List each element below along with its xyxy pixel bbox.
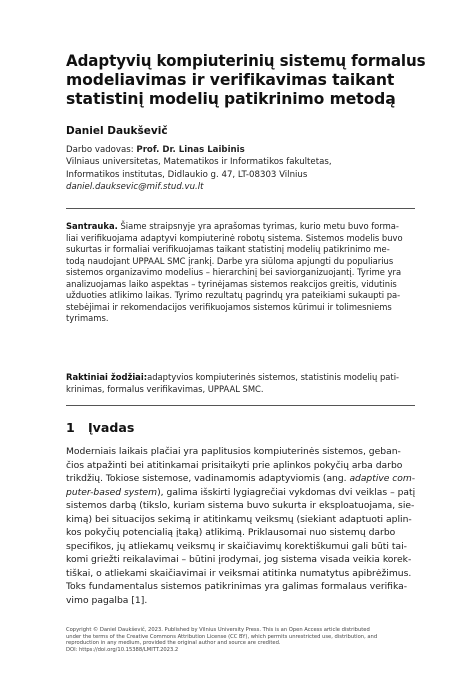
section-heading <box>66 420 134 435</box>
section-title: Įvadas <box>88 420 135 435</box>
keywords-line: krinimas, formalus verifikavimas, UPPAAL SMC. <box>66 383 264 394</box>
author-email: daniel.dauksevic@mif.stud.vu.lt <box>66 182 204 193</box>
abstract-line: liai verifikuojama adaptyvi kompiuterinė robotų sistema. Sistemos modelis buvo <box>66 232 403 243</box>
footer-line: reproduction in any medium, provided the original author and source are credited. <box>66 640 281 647</box>
abstract-bottom-rule <box>66 405 415 406</box>
abstract-line: Santrauka. Šiame straipsnyje yra aprašomas tyrimas, kurio metu buvo forma- <box>66 221 399 231</box>
body-line: komi griežti reikalavimai – būtini įrodymai, jog sistema visada veikia korek- <box>66 554 412 566</box>
title-line: statistinį modelių patikrinimo metodą <box>66 90 396 108</box>
abstract-line: stebėjimai ir rekomendacijos verifikuojamos sistemos kūrimui ir tolimesniems <box>66 301 392 312</box>
author-name: Daniel Daukševič <box>66 125 168 137</box>
abstract-line: analizuojamas laiko aspektas – tyrinėjamas sistemos reakcijos greitis, vidutinis <box>66 278 397 289</box>
abstract-line: todą naudojant UPPAAL SMC įrankį. Darbe yra siūloma apjungti du populiarius <box>66 255 394 266</box>
keywords-label: Raktiniai žodžiai: <box>66 372 148 382</box>
abstract-line: tyrimams. <box>66 313 109 324</box>
affiliation-line: Informatikos institutas, Didlaukio g. 47, LT-08303 Vilnius <box>66 169 308 180</box>
body-line: čios atpažinti bei atitinkamai prisitaikyti prie aplinkos pokyčių arba darbo <box>66 459 403 471</box>
abstract-line: sukurtas ir formaliai verifikuojamas taikant statistinį modelių patikrinimo me- <box>66 244 390 255</box>
abstract-line: užduoties atlikimo laikas. Tyrimo rezultatų pagrindų yra pateikiami sukaupti pa- <box>66 290 401 301</box>
supervisor-name: Prof. Dr. Linas Laibinis <box>136 145 245 155</box>
keywords <box>66 372 415 395</box>
abstract-line: sistemos organizavimo modelius – hierarchinį bei saviorganizuojantį. Tyrime yra <box>66 267 402 278</box>
affiliation-line: Vilniaus universitetas, Matematikos ir Informatikos fakultetas, <box>66 157 332 168</box>
body-line: puter-based system), galima išskirti lygiagrečiai vykdomas dvi veiklas – patį <box>66 486 416 498</box>
body-line: kimą) bei situacijos sekimą ir atitinkamų veiksmų (siekiant adaptuoti aplin- <box>66 513 412 525</box>
abstract-label: Santrauka. <box>66 221 118 231</box>
footer-doi: DOI: https://doi.org/10.15388/LMITT.2023.2 <box>66 646 179 653</box>
author-affiliation-block <box>66 144 332 194</box>
paper-title <box>66 52 426 109</box>
body-line: tiškai, o atliekami skaičiavimai ir veiksmai atitinka numatytus apibrėžimus. <box>66 567 412 579</box>
title-line: modeliavimas ir verifikavimas taikant <box>66 71 395 89</box>
body-text <box>66 445 415 608</box>
body-line: sistemos darbą (tikslo, kuriam sistema buvo sukurta ir eksploatuojama, sie- <box>66 500 415 512</box>
title-line: Adaptyvių kompiuterinių sistemų formalus <box>66 52 426 70</box>
body-line: kos pokyčių potencialią įtaką) atlikimą. Priklausomai nuo sistemų darbo <box>66 527 396 539</box>
body-line: Moderniais laikais plačiai yra paplitusios kompiuterinės sistemos, geban- <box>66 446 401 457</box>
section-number: 1 <box>66 420 75 435</box>
abstract-top-rule <box>66 208 415 209</box>
keywords-line: Raktiniai žodžiai: adaptyvios kompiuterinės sistemos, statistinis modelių pati- <box>66 372 400 382</box>
supervisor-line <box>66 144 332 156</box>
body-line: specifikos, jų atliekamų veiksmų ir skaičiavimų korektiškumui gali būti tai- <box>66 540 407 552</box>
abstract <box>66 221 415 325</box>
body-line: vimo pagalba [1]. <box>66 595 148 607</box>
body-line: Toks fundamentalus sistemos patikrinimas yra galimas formalaus verifika- <box>66 581 408 593</box>
footer-line: Copyright © Daniel Daukševič, 2023. Published by Vilnius University Press. This is an Open Access article distributed <box>66 627 370 633</box>
footer-line: under the terms of the Creative Commons Attribution License (CC BY), which permits unrestricted use, distribution, and <box>66 633 378 640</box>
supervisor-label: Darbo vadovas: <box>66 145 137 155</box>
copyright-footer <box>66 627 377 653</box>
body-line: trikdžių. Tokiose sistemose, vadinamomis adaptyviomis (ang. adaptive com- <box>66 473 416 485</box>
